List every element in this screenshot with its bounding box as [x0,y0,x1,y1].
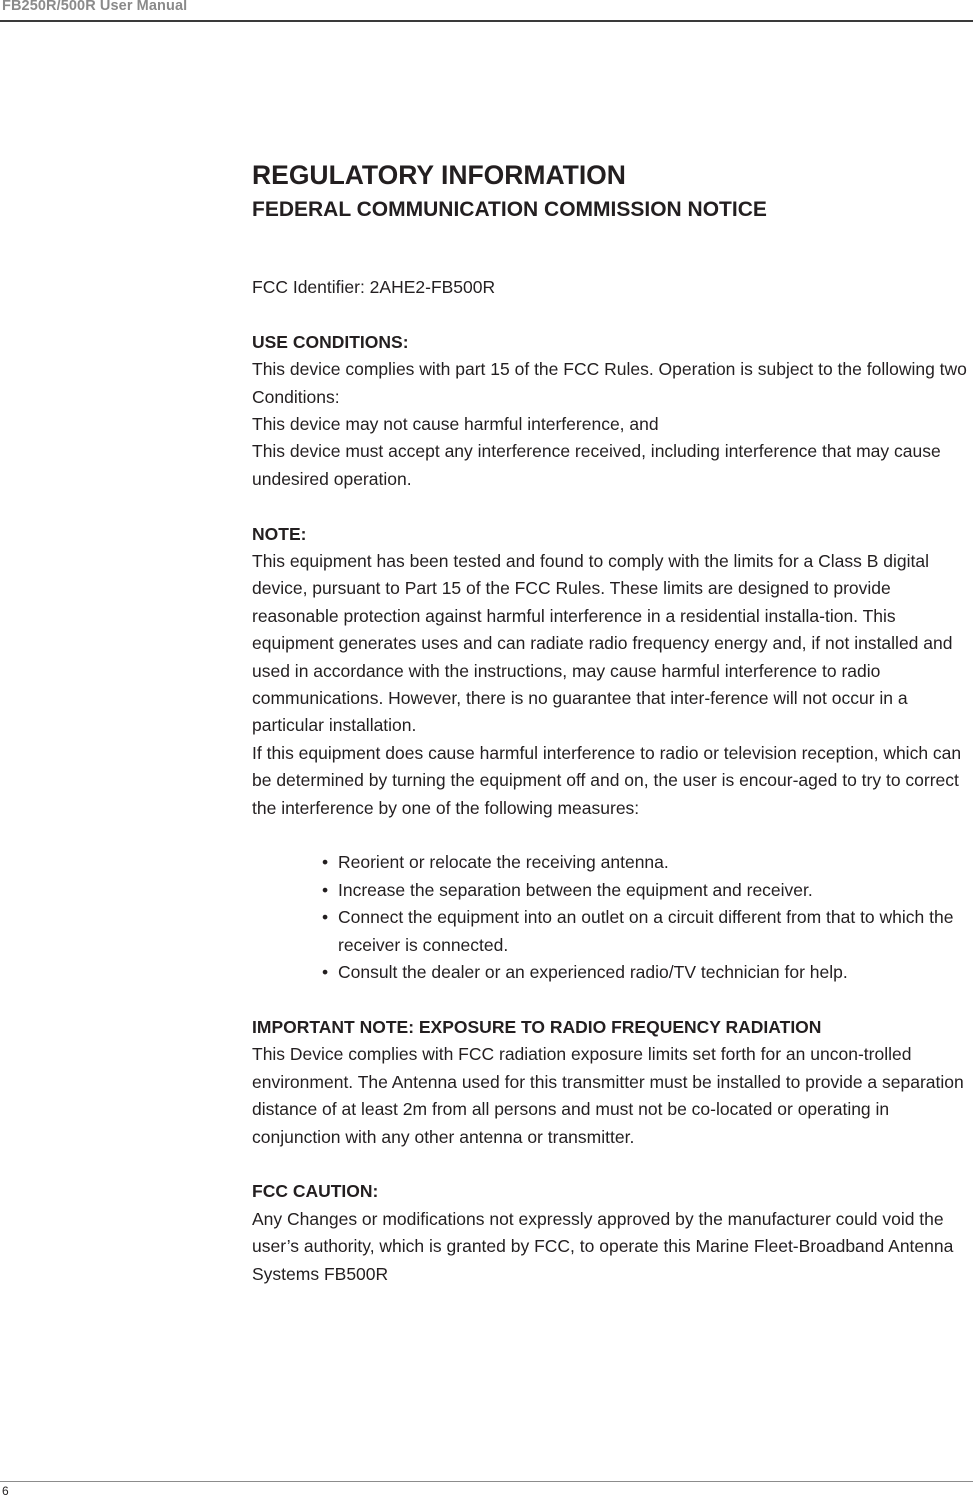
list-item: • Connect the equipment into an outlet on a circuit different from that to which the receiver is connected. [322,904,973,959]
note-paragraph-1: This equipment has been tested and found to comply with the limits for a Class B digital device, pursuant to Part 15 of the FCC Rules. These limits are designed to provide reasonable protection against harmful interference in a residential installa-tion. This equipment generates uses and can radiate radio frequency energy and, if not installed and used in accordance with the instructions, may cause harmful interference to radio communications. However, there is no guarantee that inter-ference will not occur in a particular installation. [252,551,953,736]
manual-header-title: FB250R/500R User Manual [2,0,188,14]
fcc-caution-section [252,1178,973,1288]
important-note-text: This Device complies with FCC radiation exposure limits set forth for an uncon-trolled environment. The Antenna used for this transmitter must be installed to provide a separation distance of at least 2m from all persons and must not be co-located or operating in conjunction with any other antenna or transmitter. [252,1044,964,1147]
use-conditions-heading: USE CONDITIONS: [252,331,409,352]
note-heading: NOTE: [252,523,307,544]
footer-divider [0,1481,973,1482]
measures-list [252,849,973,986]
list-item: • Consult the dealer or an experienced radio/TV technician for help. [322,959,973,986]
fcc-identifier: FCC Identifier: 2AHE2-FB500R [252,277,496,297]
fcc-caution-heading: FCC CAUTION: [252,1181,379,1202]
use-condition-2: This device must accept any interference received, including interference that may cause undesired operation. [252,441,941,489]
important-note-heading: IMPORTANT NOTE: EXPOSURE TO RADIO FREQUENCY RADIATION [252,1016,822,1037]
list-item: • Increase the separation between the equipment and receiver. [322,877,973,904]
use-condition-1: This device may not cause harmful interference, and [252,414,659,435]
page-content [252,157,973,1288]
note-paragraph-2: If this equipment does cause harmful interference to radio or television reception, which can be determined by turning the equipment off and on, the user is encour-aged to try to correct the interference by one of the following measures: [252,742,962,818]
header-divider [0,20,973,22]
use-conditions-section [252,329,973,493]
important-note-section [252,1014,973,1151]
list-item: • Reorient or relocate the receiving antenna. [322,849,973,876]
fcc-caution-text: Any Changes or modifications not expressly approved by the manufacturer could void the user’s authority, which is granted by FCC, to operate this Marine Fleet-Broadband Antenna Systems FB500R [252,1208,954,1284]
page-number: 6 [2,1484,9,1498]
page-subtitle: FEDERAL COMMUNICATION COMMISSION NOTICE [252,198,767,221]
use-conditions-text: This device complies with part 15 of the FCC Rules. Operation is subject to the following two Conditions: [252,359,967,407]
page-title: REGULATORY INFORMATION [252,160,626,190]
note-section [252,521,973,987]
